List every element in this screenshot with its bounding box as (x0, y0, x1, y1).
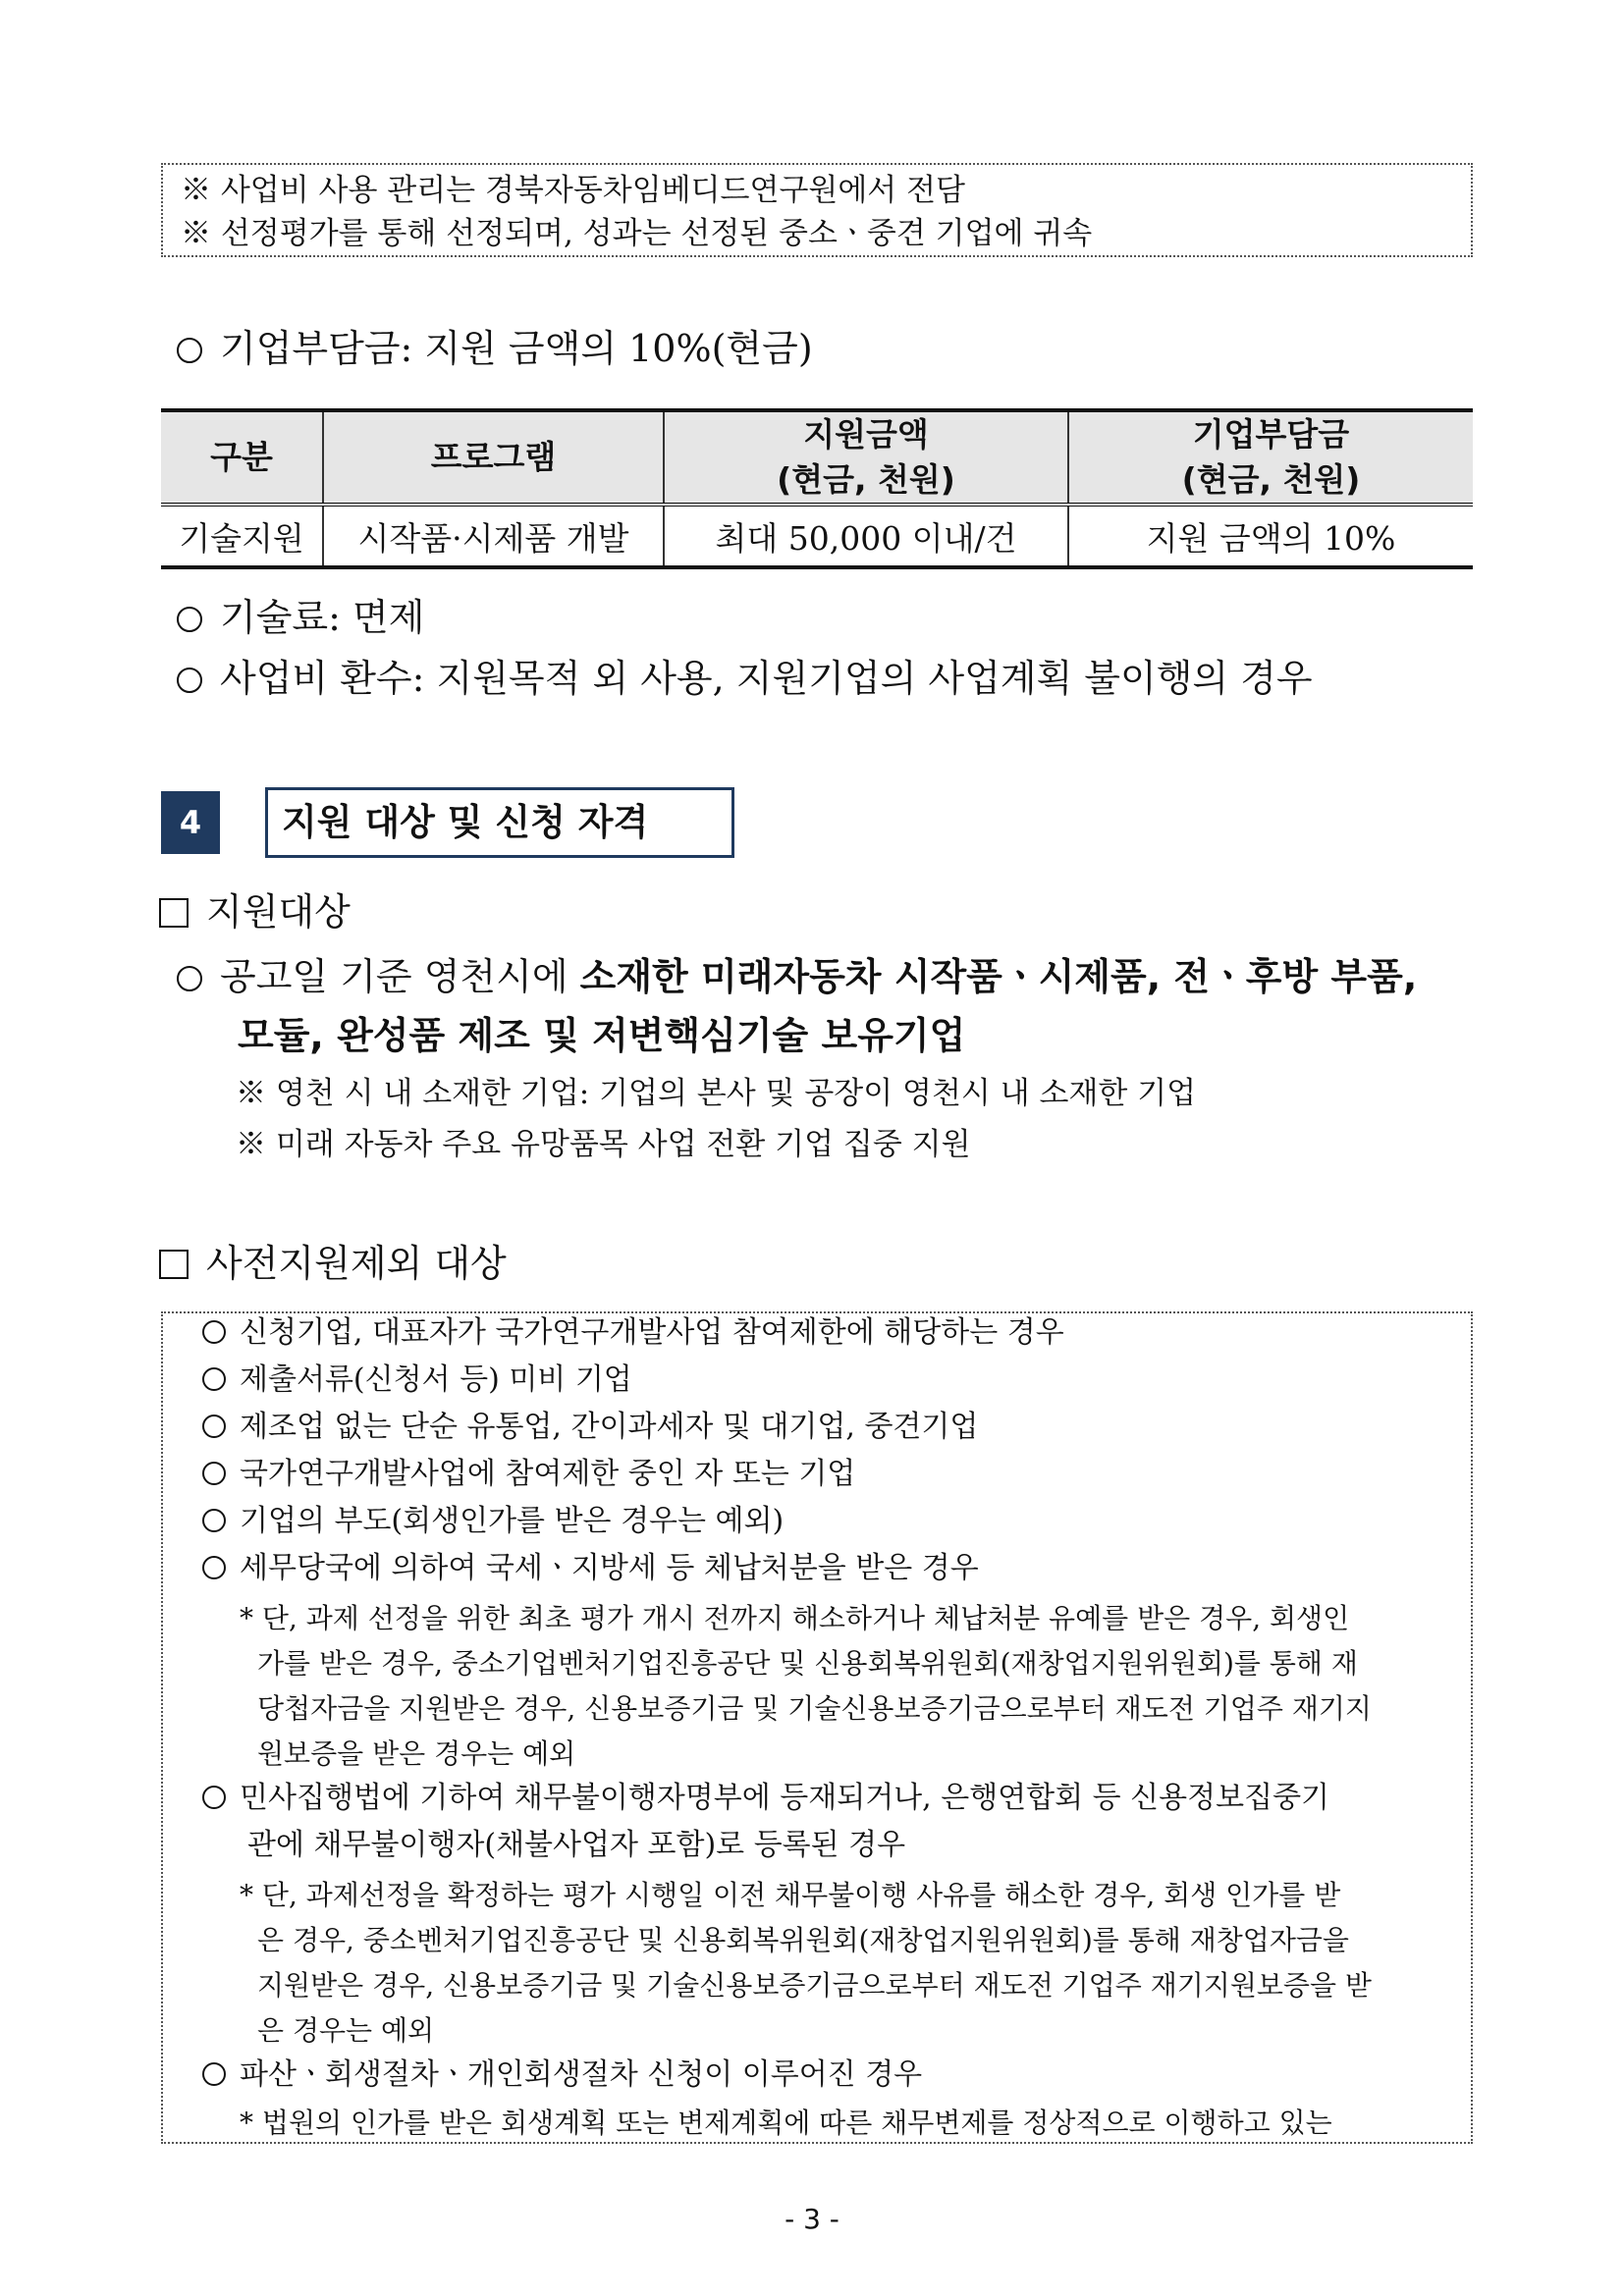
sub-note-line: 지원받은 경우, 신용보증기금 및 기술신용보증기금으로부터 재도전 기업주 재기지원보증을 받 (257, 1969, 1372, 2002)
top-notes-box (161, 163, 1473, 257)
header-company-burden: 기업부담금 (현금, 천원) (1068, 410, 1473, 505)
sub-note-line: * 단, 과제선정을 확정하는 평가 시행일 이전 채무불이행 사유를 해소한 경우, 회생 인가를 받 (240, 1879, 1341, 1911)
top-note: ※ 선정평가를 통해 선정되며, 성과는 선정된 중소ㆍ중견 기업에 귀속 (181, 216, 1093, 251)
list-item: 파산ㆍ회생절차ㆍ개인회생절차 신청이 이루어진 경우 (202, 2054, 922, 2097)
circle-bullet-icon (202, 1415, 226, 1438)
table-header-row (161, 410, 1473, 505)
list-item: 세무당국에 의하여 국세ㆍ지방세 등 체납처분을 받은 경우 (202, 1547, 979, 1590)
circle-bullet-icon (177, 607, 202, 632)
target-heading: 지원대상 (159, 887, 351, 936)
fee-line: 기술료: 면제 (177, 593, 424, 642)
circle-bullet-icon (202, 1320, 226, 1344)
cell-company-burden: 지원 금액의 10% (1068, 505, 1473, 567)
target-note: ※ 영천 시 내 소재한 기업: 기업의 본사 및 공장이 영천시 내 소재한 기업 (236, 1076, 1197, 1111)
target-lead-line: 공고일 기준 영천시에 소재한 미래자동차 시작품ㆍ시제품, 전ㆍ후방 부품, (177, 952, 1417, 1001)
list-item: 제출서류(신청서 등) 미비 기업 (202, 1359, 632, 1402)
sub-note-line: 당첩자금을 지원받은 경우, 신용보증기금 및 기술신용보증기금으로부터 재도전 기업주 재기지 (257, 1692, 1372, 1725)
circle-bullet-icon (177, 338, 202, 363)
cell-program: 시작품·시제품 개발 (323, 505, 664, 567)
list-item: 제조업 없는 단순 유통업, 간이과세자 및 대기업, 중견기업 (202, 1406, 978, 1449)
section-number: 4 (161, 791, 220, 854)
circle-bullet-icon (177, 966, 202, 991)
top-note: ※ 사업비 사용 관리는 경북자동차임베디드연구원에서 전담 (181, 173, 965, 208)
list-item: 신청기업, 대표자가 국가연구개발사업 참여제한에 해당하는 경우 (202, 1311, 1064, 1355)
funding-table (161, 408, 1473, 569)
circle-bullet-icon (202, 1786, 226, 1809)
list-item-continuation: 관에 채무불이행자(채불사업자 포함)로 등록된 경우 (247, 1828, 906, 1862)
square-bullet-icon (159, 1250, 189, 1279)
square-bullet-icon (159, 898, 189, 928)
cell-category: 기술지원 (161, 505, 323, 567)
cell-support-amount: 최대 50,000 이내/건 (664, 505, 1068, 567)
header-support-amount: 지원금액 (현금, 천원) (664, 410, 1068, 505)
circle-bullet-icon (202, 1462, 226, 1485)
circle-bullet-icon (177, 667, 202, 693)
sub-note-line: 원보증을 받은 경우는 예외 (257, 1737, 576, 1770)
refund-line: 사업비 환수: 지원목적 외 사용, 지원기업의 사업계획 불이행의 경우 (177, 654, 1313, 703)
header-category: 구분 (161, 410, 323, 505)
target-note: ※ 미래 자동차 주요 유망품목 사업 전환 기업 집중 지원 (236, 1127, 971, 1162)
sub-note-line: * 법원의 인가를 받은 회생계획 또는 변제계획에 따른 채무변제를 정상적으로 이행하고 있는 (240, 2107, 1332, 2139)
circle-bullet-icon (202, 1556, 226, 1579)
sub-note-line: 가를 받은 경우, 중소기업벤처기업진흥공단 및 신용회복위원회(재창업지원위원회)를 통해 재 (257, 1647, 1358, 1680)
circle-bullet-icon (202, 2062, 226, 2086)
sub-note-line: 은 경우는 예외 (257, 2014, 435, 2047)
target-bold-line: 모듈, 완성품 제조 및 저변핵심기술 보유기업 (238, 1014, 966, 1057)
list-item: 민사집행법에 기하여 채무불이행자명부에 등재되거나, 은행연합회 등 신용정보집중기 (202, 1777, 1329, 1820)
header-program: 프로그램 (323, 410, 664, 505)
burden-line: 기업부담금: 지원 금액의 10%(현금) (177, 324, 813, 373)
list-item: 국가연구개발사업에 참여제한 중인 자 또는 기업 (202, 1453, 855, 1496)
circle-bullet-icon (202, 1367, 226, 1391)
sub-note-line: 은 경우, 중소벤처기업진흥공단 및 신용회복위원회(재창업지원위원회)를 통해 재창업자금을 (257, 1924, 1349, 1956)
list-item: 기업의 부도(회생인가를 받은 경우는 예외) (202, 1500, 784, 1543)
table-row (161, 505, 1473, 567)
page-number: - 3 - (785, 2203, 839, 2235)
sub-note-line: * 단, 과제 선정을 위한 최초 평가 개시 전까지 해소하거나 체납처분 유예를 받은 경우, 회생인 (240, 1602, 1350, 1634)
section-title: 지원 대상 및 신청 자격 (265, 787, 734, 858)
exclusion-heading: 사전지원제외 대상 (159, 1239, 507, 1288)
circle-bullet-icon (202, 1509, 226, 1532)
